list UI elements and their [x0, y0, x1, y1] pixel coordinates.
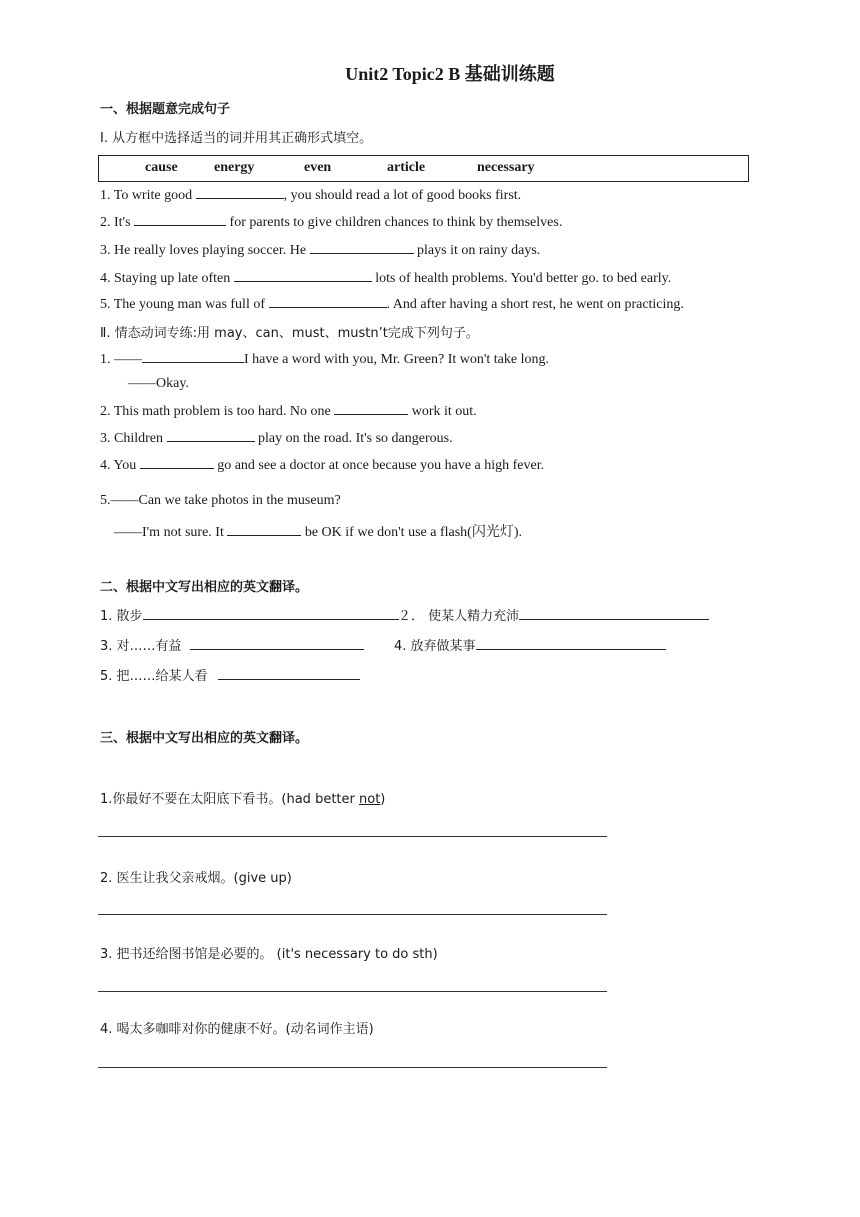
answer-blank[interactable]: [167, 429, 255, 442]
item-text: 1.你最好不要在太阳底下看书。(had better: [100, 792, 359, 807]
line-text: be OK if we don't use a flash(闪光灯).: [301, 525, 522, 540]
line-text: lots of health problems. You'd better go. to bed early.: [371, 271, 672, 286]
modal-line-4: [100, 456, 544, 474]
answer-line[interactable]: [98, 836, 607, 837]
item-text: 4. 放弃做某事: [394, 639, 476, 654]
answer-blank[interactable]: [218, 667, 360, 680]
line-text: 3. He really loves playing soccer. He: [100, 243, 310, 258]
word-bank-item: energy: [214, 160, 255, 175]
line-text: work it out.: [408, 404, 477, 419]
item-text: ２． 使某人精力充沛: [398, 609, 520, 624]
page-title: Unit2 Topic2 B 基础训练题: [345, 64, 555, 84]
line-text: 5. The young man was full of: [100, 297, 269, 312]
item-text: 5. 把……给某人看: [100, 669, 208, 684]
line-text: 2. This math problem is too hard. No one: [100, 404, 335, 419]
line-text: I have a word with you, Mr. Green? It won't take long.: [244, 352, 549, 367]
line-text: go and see a doctor at once because you have a high fever.: [213, 458, 545, 473]
line-text: 3. Children: [100, 431, 167, 446]
word-bank-item: article: [387, 160, 426, 175]
modal-line-5-reply: [114, 521, 522, 541]
item-text: 1. 散步: [100, 609, 143, 624]
exercise-line-5: [100, 295, 684, 313]
translate-item-5: [100, 665, 360, 684]
line-text: ——I'm not sure. It: [114, 525, 228, 540]
answer-blank[interactable]: [196, 186, 284, 199]
line-text: , you should read a lot of good books first.: [283, 188, 522, 203]
exercise-line-1: [100, 186, 521, 204]
word-bank-item: necessary: [477, 160, 535, 175]
answer-line[interactable]: [98, 914, 607, 915]
underlined-word: not: [359, 792, 381, 807]
exercise-line-3: [100, 241, 540, 259]
sentence-item-3: 3. 把书还给图书馆是必要的。 (it's necessary to do sth): [100, 947, 438, 962]
exercise-line-2: [100, 213, 562, 231]
line-text: 4. You: [100, 458, 140, 473]
translate-item-4: [394, 635, 666, 654]
answer-blank[interactable]: [190, 637, 364, 650]
answer-line[interactable]: [98, 1067, 607, 1068]
answer-line[interactable]: [98, 991, 607, 992]
modal-line-2: [100, 402, 477, 420]
section2-heading: 二、根据中文写出相应的英文翻译。: [100, 580, 309, 595]
part2-instruction: Ⅱ. 情态动词专练:用 may、can、must、mustn’t完成下列句子。: [100, 326, 479, 341]
word-bank-box: [98, 155, 749, 182]
modal-line-1: [100, 350, 549, 368]
line-text: play on the road. It's so dangerous.: [254, 431, 453, 446]
section3-heading: 三、根据中文写出相应的英文翻译。: [100, 731, 309, 746]
answer-blank[interactable]: [142, 350, 244, 363]
answer-blank[interactable]: [334, 402, 408, 415]
modal-line-5: 5.——Can we take photos in the museum?: [100, 493, 341, 508]
line-text: . And after having a short rest, he went on practicing.: [386, 297, 684, 312]
answer-blank[interactable]: [234, 269, 372, 282]
sentence-item-4: 4. 喝太多咖啡对你的健康不好。(动名词作主语): [100, 1022, 374, 1037]
translate-item-1: [100, 605, 399, 624]
answer-blank[interactable]: [269, 295, 387, 308]
answer-blank[interactable]: [143, 607, 399, 620]
item-text: ): [380, 792, 386, 807]
answer-blank[interactable]: [140, 456, 214, 469]
line-text: for parents to give children chances to think by themselves.: [226, 215, 563, 230]
sentence-item-2: 2. 医生让我父亲戒烟。(give up): [100, 871, 292, 886]
line-text: 2. It's: [100, 215, 135, 230]
line-text: 4. Staying up late often: [100, 271, 234, 286]
line-text: 1. ——: [100, 352, 142, 367]
part1-instruction: Ⅰ. 从方框中选择适当的词并用其正确形式填空。: [100, 131, 373, 146]
answer-blank[interactable]: [310, 241, 414, 254]
sentence-item-1: [100, 788, 385, 807]
exercise-line-4: [100, 269, 671, 287]
word-bank-item: cause: [145, 160, 178, 175]
modal-reply: ——Okay.: [128, 376, 189, 391]
item-text: 3. 对……有益: [100, 639, 182, 654]
translate-item-3: [100, 635, 364, 654]
word-bank-item: even: [304, 160, 332, 175]
translate-item-2: [398, 605, 709, 624]
line-text: 1. To write good: [100, 188, 196, 203]
answer-blank[interactable]: [476, 637, 666, 650]
answer-blank[interactable]: [227, 523, 301, 536]
modal-line-3: [100, 429, 453, 447]
line-text: plays it on rainy days.: [413, 243, 541, 258]
section1-heading: 一、根据题意完成句子: [100, 102, 231, 117]
answer-blank[interactable]: [134, 213, 226, 226]
answer-blank[interactable]: [519, 607, 709, 620]
